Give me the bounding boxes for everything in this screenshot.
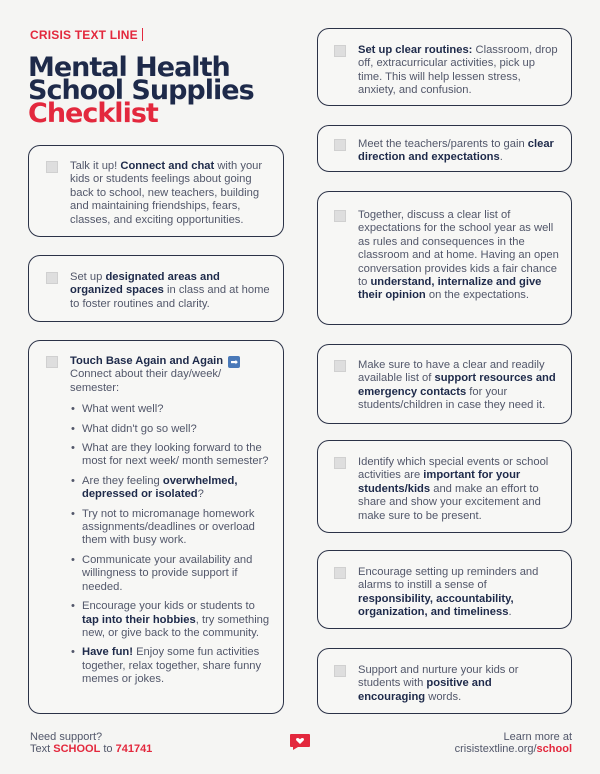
page-title bbox=[28, 52, 254, 129]
website-link[interactable]: crisistextline.org/school bbox=[454, 743, 572, 755]
list-item: • Encourage your kids or students to tap into their hobbies, try something new, or give back to the community. bbox=[70, 600, 271, 640]
card-text: Set up designated areas and organized spaces in class and at home to foster routines and clarity. bbox=[70, 271, 270, 310]
list-item: • Have fun! Enjoy some fun activities together, relax together, share funny memes or jokes. bbox=[70, 646, 271, 686]
title-line-1: Mental Health bbox=[28, 52, 230, 83]
checkbox[interactable] bbox=[334, 45, 346, 57]
checklist-card-support bbox=[317, 648, 572, 714]
card-text: Set up clear routines: Classroom, drop off, extracurricular activities, pick up time. This will help lessen stress, anxiety, and confusion. bbox=[358, 44, 558, 97]
card-text: Identify which special events or school activities are important for your students/kids and make an effort to share and show your excitement and make sure to be present. bbox=[358, 456, 549, 522]
card-text: Meet the teachers/parents to gain clear direction and expectations. bbox=[358, 138, 554, 164]
list-item: • What didn't go so well? bbox=[70, 423, 271, 436]
checkbox[interactable] bbox=[46, 161, 58, 173]
list-item: • Communicate your availability and willingness to provide support if needed. bbox=[70, 554, 271, 594]
list-item: • Try not to micromanage homework assignments/deadlines or overload them with busy work. bbox=[70, 508, 271, 548]
checkbox[interactable] bbox=[46, 272, 58, 284]
card-text: Encourage setting up reminders and alarms to instill a sense of responsibility, accountability, organization, and timeliness. bbox=[358, 566, 539, 619]
checklist-card-resources bbox=[317, 344, 572, 424]
footer-support: Need support? Text SCHOOL to 741741 bbox=[30, 731, 153, 755]
checklist-card-connect bbox=[28, 145, 284, 237]
checklist-card-touch-base bbox=[28, 340, 284, 714]
card-text: Make sure to have a clear and readily available list of support resources and emergency contacts for your students/children in case they need it. bbox=[358, 359, 556, 412]
list-item: • What are they looking forward to the most for next week/ month semester? bbox=[70, 442, 271, 469]
checkbox[interactable] bbox=[334, 139, 346, 151]
checkbox[interactable] bbox=[334, 360, 346, 372]
card-text: Together, discuss a clear list of expectations for the school year as well as rules and consequences in the classroom and at home. Having an open conversation provides kids a fair chance to understand, internalize and give their opinion on the expectations. bbox=[358, 209, 559, 302]
checkbox[interactable] bbox=[334, 457, 346, 469]
checklist-card-spaces bbox=[28, 255, 284, 322]
list-item: • Are they feeling overwhelmed, depressed or isolated? bbox=[70, 475, 271, 502]
title-line-3: Checklist bbox=[28, 98, 158, 129]
checkbox[interactable] bbox=[334, 210, 346, 222]
checklist-card-routines bbox=[317, 28, 572, 106]
card-heading: Touch Base Again and Again bbox=[70, 355, 224, 367]
checklist-card-expectations bbox=[317, 191, 572, 325]
list-item: • What went well? bbox=[70, 403, 271, 416]
brand-divider bbox=[142, 28, 144, 41]
checkbox[interactable] bbox=[334, 567, 346, 579]
checkbox[interactable] bbox=[334, 665, 346, 677]
brand-logo: CRISIS TEXT LINE bbox=[30, 28, 143, 42]
arrow-right-icon: ➡ bbox=[228, 356, 240, 368]
checklist-card-teachers bbox=[317, 125, 572, 172]
card-text: Support and nurture your kids or students with positive and encouraging words. bbox=[358, 664, 519, 703]
chat-heart-icon bbox=[289, 733, 311, 751]
checkbox[interactable] bbox=[46, 356, 58, 368]
title-line-2: School Supplies bbox=[28, 75, 254, 106]
card-intro: Connect about their day/week/ semester: bbox=[70, 368, 222, 394]
card-text: Talk it up! Connect and chat with your kids or students feelings about going back to school, new teachers, building and maintaining friendships, fears, classes, and exciting opportunities. bbox=[70, 160, 263, 226]
footer-learn-more: Learn more at crisistextline.org/school bbox=[454, 731, 572, 755]
checklist-card-events bbox=[317, 440, 572, 533]
card-text bbox=[70, 355, 271, 395]
bullet-list bbox=[70, 403, 271, 686]
checklist-card-reminders bbox=[317, 550, 572, 629]
